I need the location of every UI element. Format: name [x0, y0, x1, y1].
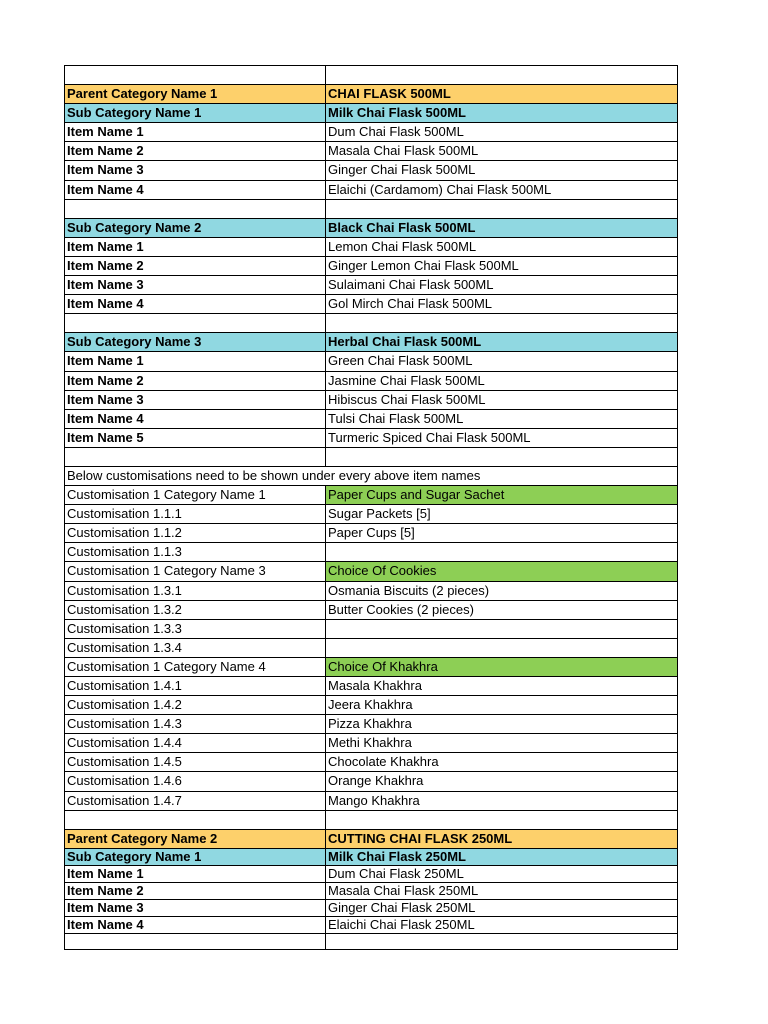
table-row	[64, 561, 678, 580]
table-row	[64, 714, 678, 733]
cell-value[interactable]: Osmania Biscuits (2 pieces)	[328, 582, 490, 598]
table-row	[64, 122, 678, 141]
cell-value[interactable]	[326, 811, 677, 829]
cell-value[interactable]: Sulaimani Chai Flask 500ML	[328, 277, 494, 293]
table-row	[64, 542, 678, 561]
cell-value[interactable]	[326, 639, 677, 657]
table-row	[64, 619, 678, 638]
cell-label[interactable]	[65, 200, 326, 218]
cell-label[interactable]: Item Name 1	[65, 238, 326, 256]
cell-label[interactable]: Item Name 2	[65, 142, 326, 160]
cell-label[interactable]: Customisation 1.3.1	[65, 582, 326, 600]
cell-label[interactable]: Customisation 1.1.1	[65, 505, 326, 523]
table-row	[64, 733, 678, 752]
cell-label[interactable]: Sub Category Name 2	[65, 219, 326, 237]
cell-value[interactable]: Chocolate Khakhra	[328, 754, 439, 770]
cell-value[interactable]: Dum Chai Flask 250ML	[328, 865, 464, 881]
cell-label[interactable]: Parent Category Name 1	[65, 85, 326, 103]
cell-value[interactable]: Methi Khakhra	[328, 735, 412, 751]
cell-label[interactable]: Item Name 3	[65, 391, 326, 409]
table-row	[64, 485, 678, 504]
cell-label[interactable]: Item Name 2	[65, 883, 326, 899]
table-row	[64, 84, 678, 103]
cell-label[interactable]: Customisation 1.3.3	[65, 620, 326, 638]
cell-value[interactable]: Masala Chai Flask 500ML	[328, 143, 479, 159]
cell-value[interactable]: Mango Khakhra	[328, 792, 420, 808]
cell-label[interactable]: Customisation 1.4.1	[65, 677, 326, 695]
cell-label[interactable]: Sub Category Name 3	[65, 333, 326, 351]
table-row	[64, 916, 678, 933]
table-row	[64, 676, 678, 695]
table-row	[64, 351, 678, 370]
cell-label[interactable]: Item Name 1	[65, 123, 326, 141]
cell-label[interactable]: Parent Category Name 2	[65, 830, 326, 848]
table-row	[64, 371, 678, 390]
table-row	[64, 218, 678, 237]
cell-value[interactable]: Herbal Chai Flask 500ML	[326, 333, 677, 351]
table-row	[64, 313, 678, 332]
table-row	[64, 865, 678, 882]
table-row	[64, 275, 678, 294]
cell-label[interactable]: Item Name 4	[65, 181, 326, 199]
cell-label[interactable]	[65, 811, 326, 829]
cell-value[interactable]: Tulsi Chai Flask 500ML	[328, 410, 464, 426]
table-row	[64, 256, 678, 275]
cell-label[interactable]: Below customisations need to be shown under every above item names	[67, 467, 481, 483]
cell-label[interactable]: Customisation 1.1.3	[65, 543, 326, 561]
cell-label[interactable]	[65, 448, 326, 466]
cell-value[interactable]: Choice Of Khakhra	[326, 658, 677, 676]
cell-label[interactable]: Item Name 2	[65, 372, 326, 390]
cell-label[interactable]: Sub Category Name 1	[65, 104, 326, 122]
cell-label[interactable]: Sub Category Name 1	[65, 849, 326, 865]
cell-value[interactable]: Masala Khakhra	[328, 678, 422, 693]
cell-value[interactable]: Hibiscus Chai Flask 500ML	[328, 391, 486, 407]
table-row	[64, 237, 678, 256]
table-row	[64, 791, 678, 810]
table-row	[64, 600, 678, 619]
table-row	[64, 447, 678, 466]
table-row	[64, 810, 678, 829]
cell-value[interactable]: Dum Chai Flask 500ML	[328, 124, 464, 140]
cell-value[interactable]	[326, 314, 677, 332]
table-row	[64, 466, 678, 485]
cell-value[interactable]: Paper Cups [5]	[328, 525, 415, 541]
table-row	[64, 180, 678, 199]
cell-value[interactable]: Lemon Chai Flask 500ML	[328, 238, 477, 254]
cell-value[interactable]: Butter Cookies (2 pieces)	[328, 601, 474, 617]
cell-value[interactable]: Black Chai Flask 500ML	[326, 219, 677, 237]
cell-value[interactable]: Elaichi (Cardamom) Chai Flask 500ML	[328, 181, 552, 197]
table-row	[64, 428, 678, 447]
cell-label[interactable]: Customisation 1.4.7	[65, 792, 326, 810]
table-row	[64, 504, 678, 523]
cell-value[interactable]: Turmeric Spiced Chai Flask 500ML	[328, 429, 531, 445]
cell-value[interactable]: CUTTING CHAI FLASK 250ML	[326, 830, 677, 848]
cell-label[interactable]: Customisation 1.4.4	[65, 734, 326, 752]
cell-label[interactable]: Item Name 4	[65, 295, 326, 313]
cell-value[interactable]: Gol Mirch Chai Flask 500ML	[328, 296, 492, 312]
cell-label[interactable]: Item Name 1	[65, 352, 326, 370]
table-row	[64, 829, 678, 848]
cell-label[interactable]: Customisation 1.4.5	[65, 753, 326, 771]
table-row	[64, 882, 678, 899]
cell-value[interactable]	[326, 448, 677, 466]
cell-value[interactable]: Jeera Khakhra	[328, 697, 413, 713]
spreadsheet-table	[64, 65, 678, 950]
cell-value[interactable]: Ginger Chai Flask 500ML	[328, 162, 476, 178]
cell-label[interactable]	[65, 314, 326, 332]
cell-value[interactable]: Sugar Packets [5]	[328, 506, 431, 522]
cell-value[interactable]: Pizza Khakhra	[328, 716, 412, 732]
cell-label[interactable]: Customisation 1 Category Name 4	[65, 658, 326, 676]
table-row	[64, 199, 678, 218]
cell-value[interactable]	[326, 934, 677, 949]
cell-label[interactable]: Item Name 2	[65, 257, 326, 275]
table-row	[64, 695, 678, 714]
cell-value[interactable]: Orange Khakhra	[328, 773, 424, 789]
table-row	[64, 160, 678, 179]
table-row	[64, 848, 678, 865]
cell-label[interactable]: Customisation 1.4.3	[65, 715, 326, 733]
cell-label[interactable]: Item Name 3	[65, 161, 326, 179]
cell-label[interactable]: Item Name 3	[65, 276, 326, 294]
table-row	[64, 638, 678, 657]
cell-label[interactable]: Item Name 5	[65, 429, 326, 447]
cell-value[interactable]: Milk Chai Flask 500ML	[326, 104, 677, 122]
cell-value[interactable]	[326, 620, 677, 638]
cell-value[interactable]: Elaichi Chai Flask 250ML	[328, 917, 475, 933]
table-row	[64, 657, 678, 676]
cell-label[interactable]: Customisation 1 Category Name 3	[65, 562, 326, 580]
table-row	[64, 65, 678, 84]
cell-label[interactable]	[65, 934, 326, 949]
cell-value[interactable]: Ginger Chai Flask 250ML	[328, 900, 476, 916]
cell-label[interactable]: Customisation 1.3.2	[65, 601, 326, 619]
table-row	[64, 581, 678, 600]
cell-value[interactable]: Masala Chai Flask 250ML	[328, 883, 479, 899]
cell-value[interactable]: Paper Cups and Sugar Sachet	[326, 486, 677, 504]
cell-value[interactable]	[326, 200, 677, 218]
cell-value[interactable]: Jasmine Chai Flask 500ML	[328, 372, 485, 388]
cell-label[interactable]: Item Name 3	[65, 900, 326, 916]
cell-value[interactable]: Green Chai Flask 500ML	[328, 353, 473, 369]
table-row	[64, 752, 678, 771]
table-row	[64, 294, 678, 313]
table-row	[64, 409, 678, 428]
cell-label[interactable]: Customisation 1.1.2	[65, 524, 326, 542]
table-row	[64, 390, 678, 409]
table-row	[64, 933, 678, 950]
cell-label[interactable]: Customisation 1 Category Name 1	[65, 486, 326, 504]
table-row	[64, 899, 678, 916]
cell-label[interactable]: Item Name 1	[65, 866, 326, 882]
cell-value[interactable]	[326, 543, 677, 561]
cell-label[interactable]: Customisation 1.4.2	[65, 696, 326, 714]
cell-label[interactable]	[65, 66, 326, 84]
cell-value[interactable]: Milk Chai Flask 250ML	[326, 849, 677, 865]
table-row	[64, 141, 678, 160]
table-row	[64, 332, 678, 351]
cell-label[interactable]: Customisation 1.4.6	[65, 772, 326, 790]
cell-value[interactable]: Ginger Lemon Chai Flask 500ML	[328, 257, 519, 273]
table-row	[64, 771, 678, 790]
cell-label[interactable]: Item Name 4	[65, 410, 326, 428]
cell-label[interactable]: Customisation 1.3.4	[65, 639, 326, 657]
cell-value[interactable]: Choice Of Cookies	[326, 562, 677, 580]
cell-label[interactable]: Item Name 4	[65, 917, 326, 933]
table-row	[64, 103, 678, 122]
table-row	[64, 523, 678, 542]
cell-value[interactable]	[326, 66, 677, 84]
cell-value[interactable]: CHAI FLASK 500ML	[326, 85, 677, 103]
